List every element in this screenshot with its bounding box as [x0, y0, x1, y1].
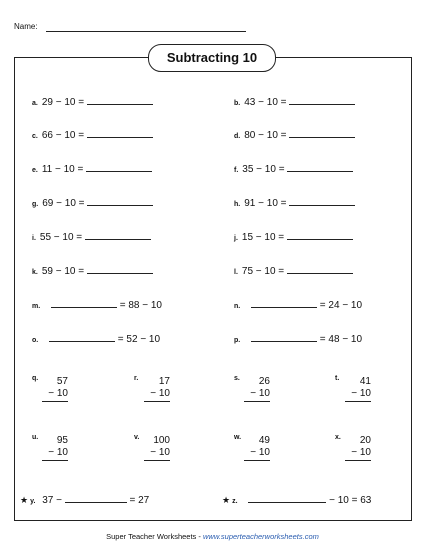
- footer: [0, 532, 425, 541]
- answer-line[interactable]: [345, 460, 371, 461]
- problem-label: b.: [234, 100, 241, 107]
- problem-label: w.: [234, 434, 242, 441]
- problem-expression: = 48 − 10: [319, 334, 363, 345]
- answer-blank[interactable]: [87, 264, 153, 274]
- problem-m: [32, 298, 162, 311]
- problem-expression: 55 − 10 =: [39, 232, 83, 243]
- minuend: 41: [359, 376, 371, 387]
- footer-text: Super Teacher Worksheets -: [106, 532, 203, 541]
- subtrahend: − 10: [48, 388, 68, 399]
- problem-k: [32, 264, 153, 277]
- answer-blank[interactable]: [86, 162, 152, 172]
- problem-label: m.: [32, 303, 41, 310]
- subtrahend: − 10: [150, 447, 170, 458]
- answer-line[interactable]: [244, 460, 270, 461]
- minuend: 57: [56, 376, 68, 387]
- problem-f: [234, 162, 353, 175]
- problem-b: [234, 95, 355, 108]
- answer-blank[interactable]: [85, 230, 151, 240]
- answer-blank[interactable]: [87, 128, 153, 138]
- problem-label: s.: [234, 375, 240, 382]
- problem-s: [234, 375, 294, 415]
- answer-line[interactable]: [345, 401, 371, 402]
- problem-h: [234, 196, 355, 209]
- problem-label: h.: [234, 201, 241, 208]
- problem-right: − 10 = 63: [329, 495, 372, 506]
- problem-n: [234, 298, 362, 311]
- problem-d: [234, 128, 355, 141]
- problem-x: [335, 434, 395, 474]
- star-icon: ★: [20, 495, 29, 505]
- problem-label: t.: [335, 375, 340, 382]
- problem-expression: 43 − 10 =: [244, 97, 287, 108]
- problem-label: v.: [134, 434, 140, 441]
- problem-label: z.: [232, 498, 238, 505]
- answer-blank[interactable]: [87, 196, 153, 206]
- problem-label: u.: [32, 434, 39, 441]
- problem-q: [32, 375, 92, 415]
- problem-p: [234, 332, 362, 345]
- problem-label: f.: [234, 167, 239, 174]
- problem-expression: = 24 − 10: [319, 300, 363, 311]
- problem-expression: 35 − 10 =: [242, 164, 285, 175]
- problem-w: [234, 434, 294, 474]
- problem-a: [32, 95, 153, 108]
- problem-expression: 69 − 10 =: [42, 198, 85, 209]
- problem-label: n.: [234, 303, 241, 310]
- problem-l: [234, 264, 353, 277]
- answer-line[interactable]: [42, 401, 68, 402]
- problem-label: i.: [32, 235, 36, 242]
- answer-blank[interactable]: [248, 493, 326, 503]
- answer-blank[interactable]: [289, 128, 355, 138]
- problem-label: y.: [30, 498, 36, 505]
- problem-c: [32, 128, 153, 141]
- subtrahend: − 10: [250, 447, 270, 458]
- worksheet-title: Subtracting 10: [148, 44, 276, 72]
- problem-expression: 80 − 10 =: [244, 130, 287, 141]
- answer-blank[interactable]: [65, 493, 127, 503]
- problem-r: [134, 375, 194, 415]
- problem-expression: 75 − 10 =: [241, 266, 285, 277]
- problem-u: [32, 434, 92, 474]
- answer-line[interactable]: [144, 401, 170, 402]
- answer-line[interactable]: [144, 460, 170, 461]
- name-field[interactable]: [46, 31, 246, 32]
- problem-label: d.: [234, 133, 241, 140]
- star-icon: ★: [222, 495, 231, 505]
- footer-link[interactable]: www.superteacherworksheets.com: [202, 532, 319, 541]
- minuend: 26: [258, 376, 270, 387]
- answer-line[interactable]: [244, 401, 270, 402]
- problem-expression: = 52 − 10: [117, 334, 161, 345]
- problem-label: x.: [335, 434, 341, 441]
- problem-expression: 15 − 10 =: [241, 232, 285, 243]
- name-label: Name:: [14, 22, 38, 31]
- minuend: 17: [158, 376, 170, 387]
- problem-o: [32, 332, 160, 345]
- subtrahend: − 10: [250, 388, 270, 399]
- problem-right: = 27: [129, 495, 150, 506]
- problem-label: q.: [32, 375, 39, 382]
- answer-blank[interactable]: [287, 162, 353, 172]
- answer-blank[interactable]: [51, 298, 117, 308]
- problem-i: [32, 230, 151, 243]
- problem-label: j.: [234, 235, 238, 242]
- problem-t: [335, 375, 395, 415]
- answer-blank[interactable]: [251, 298, 317, 308]
- problem-expression: 11 − 10 =: [41, 164, 84, 175]
- problem-label: p.: [234, 337, 241, 344]
- problem-label: k.: [32, 269, 38, 276]
- minuend: 49: [258, 435, 270, 446]
- subtrahend: − 10: [351, 447, 371, 458]
- minuend: 100: [153, 435, 170, 446]
- problem-label: e.: [32, 167, 38, 174]
- subtrahend: − 10: [351, 388, 371, 399]
- answer-blank[interactable]: [289, 196, 355, 206]
- problem-j: [234, 230, 353, 243]
- answer-line[interactable]: [42, 460, 68, 461]
- problem-label: g.: [32, 201, 39, 208]
- problem-expression: = 88 − 10: [119, 300, 162, 311]
- problem-left: 37 −: [42, 495, 62, 506]
- problem-y: [20, 493, 149, 506]
- answer-blank[interactable]: [287, 264, 353, 274]
- answer-blank[interactable]: [87, 95, 153, 105]
- problem-label: r.: [134, 375, 139, 382]
- answer-blank[interactable]: [251, 332, 317, 342]
- problem-label: o.: [32, 337, 39, 344]
- problem-expression: 66 − 10 =: [41, 130, 85, 141]
- answer-blank[interactable]: [49, 332, 115, 342]
- problem-label: c.: [32, 133, 38, 140]
- problem-expression: 29 − 10 =: [41, 97, 85, 108]
- problem-expression: 59 − 10 =: [41, 266, 85, 277]
- problem-g: [32, 196, 153, 209]
- problem-z: [222, 493, 371, 506]
- answer-blank[interactable]: [289, 95, 355, 105]
- problem-label: l.: [234, 269, 238, 276]
- answer-blank[interactable]: [287, 230, 353, 240]
- problem-v: [134, 434, 194, 474]
- subtrahend: − 10: [48, 447, 68, 458]
- minuend: 95: [56, 435, 68, 446]
- subtrahend: − 10: [150, 388, 170, 399]
- problem-label: a.: [32, 100, 38, 107]
- problem-e: [32, 162, 152, 175]
- problem-expression: 91 − 10 =: [244, 198, 287, 209]
- minuend: 20: [359, 435, 371, 446]
